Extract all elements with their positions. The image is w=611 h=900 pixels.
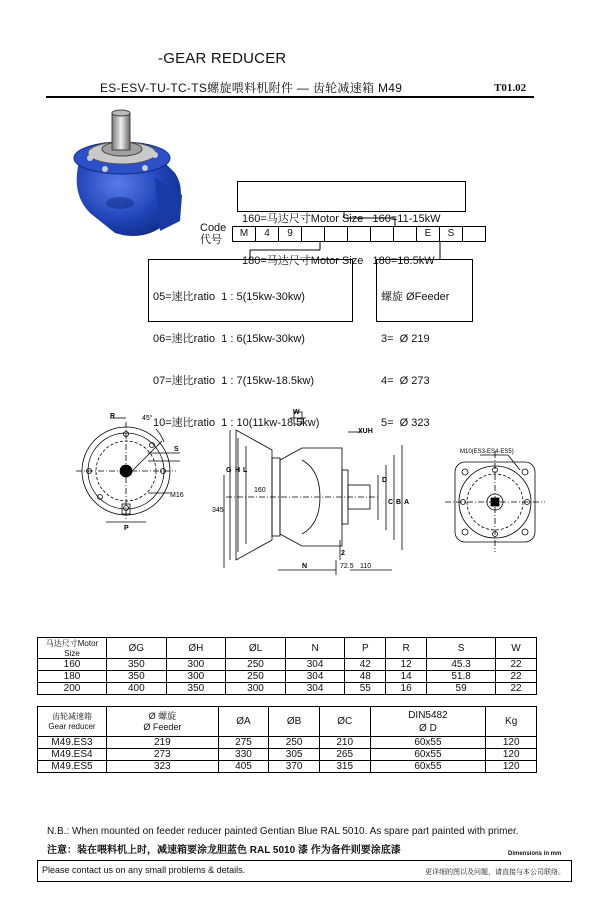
- table1-cell: 16: [386, 683, 427, 695]
- table1-cell: 51.8: [427, 671, 496, 683]
- table1-header: ØH: [166, 638, 226, 659]
- table2-cell: 315: [319, 761, 370, 773]
- table1-cell: 250: [226, 671, 286, 683]
- note-chinese: 注意：装在喂料机上时，减速箱要涂龙胆蓝色 RAL 5010 漆 作为备件则要涂底漆: [47, 845, 401, 856]
- table1-cell: 250: [226, 659, 286, 671]
- table2-cell: 330: [218, 749, 269, 761]
- table2-header-cn: Ø 螺旋: [148, 710, 177, 721]
- table2-header-d: Ø D: [419, 722, 437, 734]
- table1-header: P: [345, 638, 386, 659]
- label-l: L: [243, 467, 248, 474]
- label-w: W: [293, 409, 300, 416]
- label-angle: 45°: [142, 415, 153, 422]
- gear-reducer-photo: [60, 103, 190, 243]
- table2-header-din: DIN5482: [408, 709, 448, 721]
- footer-frame: [37, 860, 572, 882]
- technical-drawing: [40, 400, 580, 585]
- label-d: D: [382, 477, 388, 484]
- motor-size-box: [237, 181, 466, 267]
- table2-header: [38, 707, 107, 737]
- table-row: [38, 749, 537, 761]
- table1-cell: 300: [166, 659, 226, 671]
- table1-header: R: [386, 638, 427, 659]
- table2-cell: M49.ES4: [38, 749, 107, 761]
- ratio-line: 05=速比ratio 1 : 5(15kw-30kw): [153, 291, 305, 303]
- table2-cell: 273: [107, 749, 219, 761]
- table1-cell: 300: [166, 671, 226, 683]
- motor-size-line: 160=马达尺寸Motor Size 160=11-15kW: [242, 213, 441, 225]
- table1-header: S: [427, 638, 496, 659]
- table2-cell: 60x55: [370, 749, 486, 761]
- table2-cell: 210: [319, 737, 370, 749]
- table2-header: Kg: [486, 707, 537, 737]
- code-label-en: Code: [200, 222, 227, 234]
- feeder-line: 5= Ø 323: [381, 417, 430, 429]
- table1-header: ØG: [107, 638, 167, 659]
- ratio-line: 07=速比ratio 1 : 7(15kw-18.5kw): [153, 375, 315, 387]
- dimensions-note: Dimensions in mm: [508, 851, 562, 857]
- table-row: [38, 737, 537, 749]
- label-g: G: [226, 467, 232, 474]
- table2-header: [370, 707, 486, 737]
- table-row: [38, 683, 537, 695]
- label-h: H: [235, 467, 241, 474]
- label-n: N: [302, 563, 308, 570]
- table1-cell: 45.3: [427, 659, 496, 671]
- label-xuh: XUH: [358, 428, 373, 435]
- feeder-title: 螺旋 ØFeeder: [381, 291, 450, 303]
- footer-contact-en: Please contact us on any small problems & details.: [42, 865, 246, 875]
- table1-cell: 22: [496, 683, 537, 695]
- feeder-line: 4= Ø 273: [381, 375, 430, 387]
- table1-cell: 400: [107, 683, 167, 695]
- table1-header: N: [285, 638, 345, 659]
- feeder-box: [376, 259, 473, 429]
- table2-cell: 275: [218, 737, 269, 749]
- table2-cell: 60x55: [370, 737, 486, 749]
- table1-cell: 350: [107, 659, 167, 671]
- table2-cell: 219: [107, 737, 219, 749]
- table2-cell: 120: [486, 737, 537, 749]
- table2-header-en: Ø Feeder: [143, 721, 182, 732]
- label-b: B: [396, 499, 402, 506]
- gear-reducer-table: [37, 706, 537, 773]
- ratio-line: 06=速比ratio 1 : 6(15kw-30kw): [153, 333, 305, 345]
- code-cell: S: [439, 226, 463, 242]
- label-72-5: 72.5: [340, 563, 354, 570]
- table1-cell: 350: [107, 671, 167, 683]
- label-a: A: [404, 499, 410, 506]
- page-title: -GEAR REDUCER: [158, 50, 287, 67]
- table-row: [38, 671, 537, 683]
- table1-cell: 180: [38, 671, 107, 683]
- table2-cell: 405: [218, 761, 269, 773]
- table1-cell: 304: [285, 659, 345, 671]
- table1-header: ØL: [226, 638, 286, 659]
- table2-header-cn: 齿轮减速箱: [52, 711, 92, 721]
- flange-front-view: [76, 418, 180, 522]
- table2-header-en: Gear reducer: [48, 721, 96, 731]
- table2-cell: 323: [107, 761, 219, 773]
- code-cell: 4: [255, 226, 279, 242]
- table2-header: [107, 707, 219, 737]
- side-section-view: [224, 412, 402, 575]
- label-110: 110: [360, 563, 372, 570]
- table1-cell: 48: [345, 671, 386, 683]
- table-row: [38, 761, 537, 773]
- table2-header: ØC: [319, 707, 370, 737]
- table1-cell: 42: [345, 659, 386, 671]
- label-s: S: [174, 446, 179, 453]
- header-rule: [46, 96, 534, 98]
- code-cell: M: [232, 226, 256, 242]
- motor-size-table: [37, 637, 537, 695]
- motor-size-line: 180=马达尺寸Motor Size 180=18.5kW: [242, 255, 435, 267]
- footer-contact-cn: 更详细的图以及问题，请直接与本公司联络。: [425, 869, 565, 876]
- table1-cell: 55: [345, 683, 386, 695]
- table2-cell: 120: [486, 761, 537, 773]
- label-p: P: [124, 525, 129, 532]
- table2-cell: 250: [269, 737, 320, 749]
- table2-cell: 265: [319, 749, 370, 761]
- feeder-line: 3= Ø 219: [381, 333, 430, 345]
- label-160: 160: [254, 487, 266, 494]
- table1-cell: 350: [166, 683, 226, 695]
- table2-cell: 60x55: [370, 761, 486, 773]
- label-m16: M16: [170, 492, 184, 499]
- label-r: R: [110, 413, 116, 420]
- table1-cell: 304: [285, 683, 345, 695]
- note-english: N.B.: When mounted on feeder reducer painted Gentian Blue RAL 5010. As spare part painted with primer.: [47, 826, 519, 837]
- table2-cell: 305: [269, 749, 320, 761]
- table1-cell: 22: [496, 659, 537, 671]
- table1-cell: 14: [386, 671, 427, 683]
- table1-cell: 200: [38, 683, 107, 695]
- table2-cell: M49.ES3: [38, 737, 107, 749]
- feeder-flange-view: [445, 452, 545, 552]
- label-m10: M10(ES3-ES4-ES5): [460, 449, 514, 455]
- table1-cell: 300: [226, 683, 286, 695]
- table2-cell: M49.ES5: [38, 761, 107, 773]
- code-connectors: [230, 212, 470, 262]
- label-c: C: [388, 499, 394, 506]
- ratio-line: 10=速比ratio 1 : 10(11kw-18.5kw): [153, 417, 320, 429]
- document-code: T01.02: [494, 82, 527, 94]
- label-2: 2: [341, 550, 345, 557]
- ratio-box: [148, 259, 353, 429]
- table1-cell: 160: [38, 659, 107, 671]
- table2-header: ØB: [269, 707, 320, 737]
- table2-cell: 370: [269, 761, 320, 773]
- table1-header: W: [496, 638, 537, 659]
- table1-cell: 304: [285, 671, 345, 683]
- code-cell: E: [416, 226, 440, 242]
- table-row: [38, 659, 537, 671]
- code-label: [200, 222, 226, 246]
- code-cell: 9: [278, 226, 302, 242]
- code-label-cn: 代号: [200, 234, 222, 246]
- table2-header: ØA: [218, 707, 269, 737]
- label-345: 345: [212, 507, 224, 514]
- table1-cell: 12: [386, 659, 427, 671]
- table1-header: 马达尺寸Motor Size: [38, 638, 107, 659]
- page-subtitle: ES-ESV-TU-TC-TS螺旋喂料机附件 — 齿轮减速箱 M49: [100, 81, 403, 95]
- table2-cell: 120: [486, 749, 537, 761]
- table1-cell: 22: [496, 671, 537, 683]
- table1-cell: 59: [427, 683, 496, 695]
